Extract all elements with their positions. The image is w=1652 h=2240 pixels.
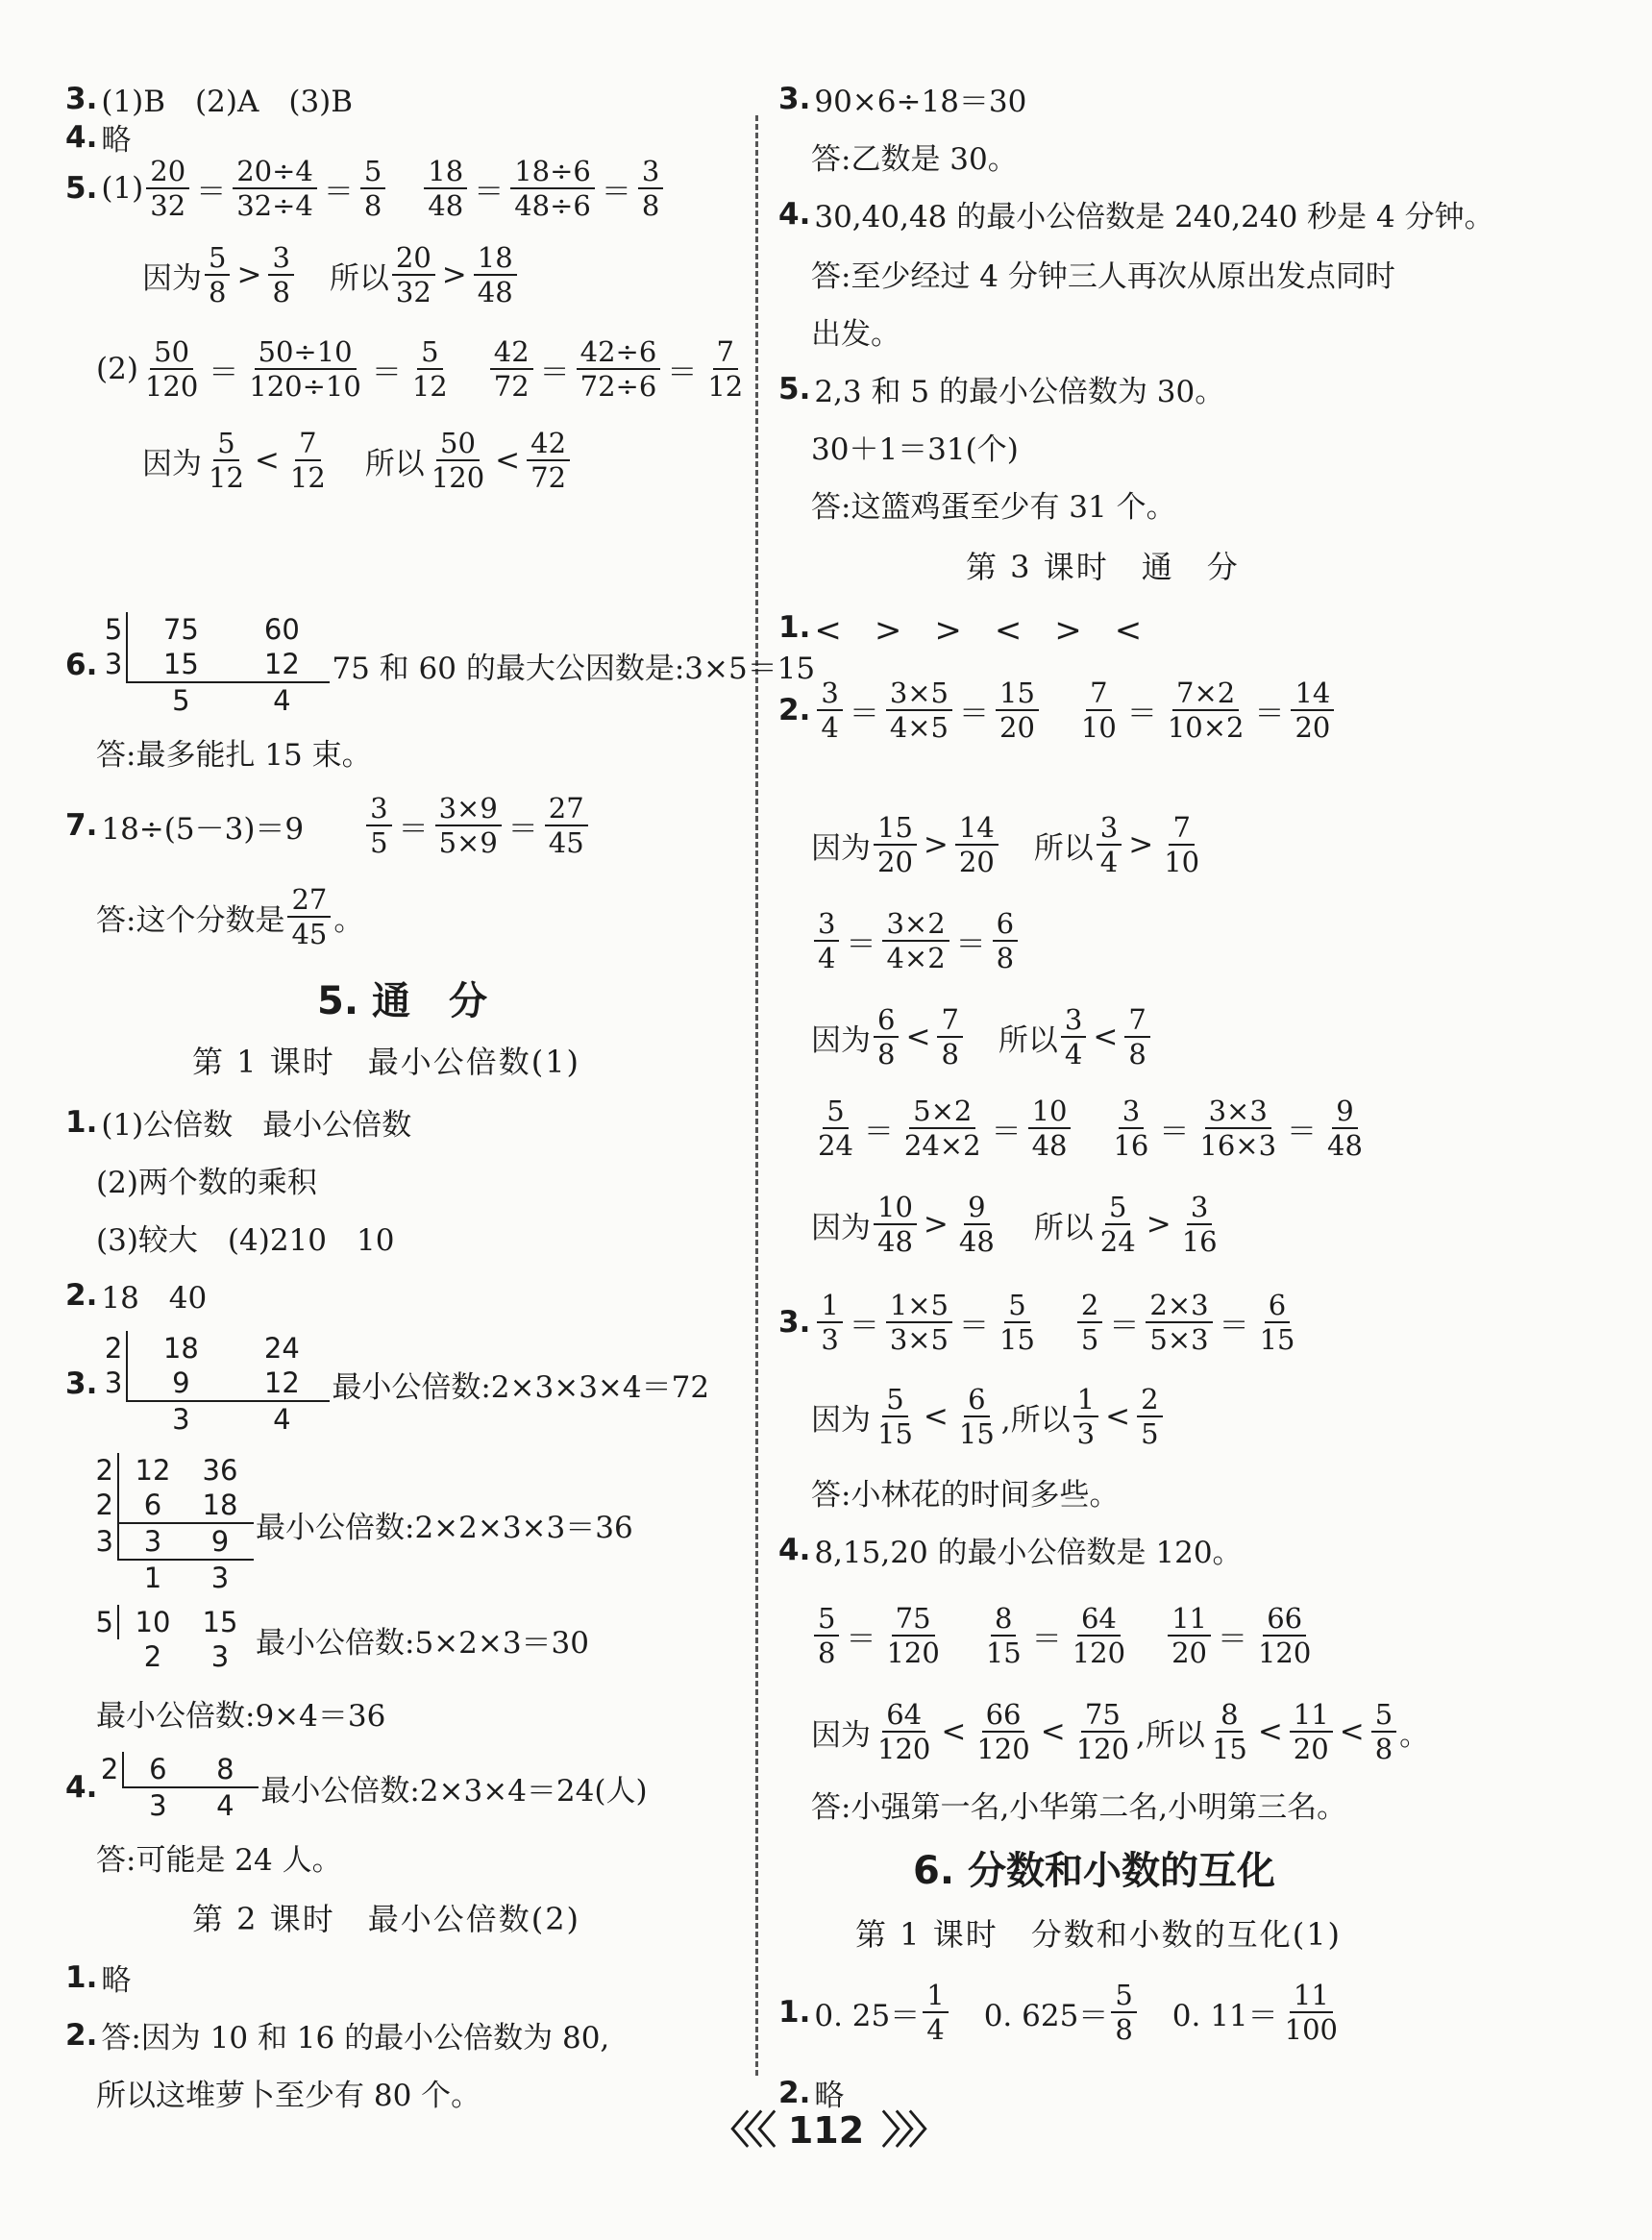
lesson1-q3-c: 5 10 15 2 3 最小公倍数:5×2×3＝30 bbox=[92, 1605, 589, 1674]
lesson3-q2: 2. 3 4 ＝ 3×5 4×5 ＝ 15 20 7 10 ＝ 7×2 10×2 ＝ 14 20 bbox=[778, 677, 1337, 744]
lesson2-q2-b: 所以这堆萝卜至少有 80 个。 bbox=[96, 2079, 481, 2113]
page-number: 112 bbox=[787, 2109, 865, 2152]
lesson2-q3-result: 答:乙数是 30。 bbox=[811, 142, 1018, 177]
fraction: 20 32 bbox=[146, 156, 189, 222]
lesson1-q1-3: (3)较大 (4)210 10 bbox=[96, 1223, 395, 1258]
lesson-title-6-1: 第 1 课时 分数和小数的互化(1) bbox=[855, 1916, 1343, 1953]
lesson3-q4-compare: 因为 64 120 < 66 120 < 75 120 ,所以 8 15 < 11 20 < 5 8 。 bbox=[811, 1698, 1430, 1766]
lesson-title-5-1: 第 1 课时 最小公倍数(1) bbox=[192, 1044, 581, 1080]
lesson1-q1-2: (2)两个数的乘积 bbox=[96, 1166, 317, 1200]
answer-6: 6. 5 75 60 3 15 12 5 4 75 和 60 的最大公因数是:3×5＝15 bbox=[65, 613, 816, 717]
lesson6-q1: 1. 0. 25＝ 1 4 0. 625＝ 5 8 0. 11＝ 11 100 bbox=[778, 1979, 1339, 2047]
short-division: 5 10 15 2 3 bbox=[92, 1605, 254, 1674]
answer-5-compare1: 因为 5 8 > 3 8 所以 20 32 > 18 48 bbox=[142, 242, 520, 308]
short-division: 2 18 24 3 9 12 3 4 bbox=[97, 1331, 330, 1437]
lesson1-q1: 1. (1)公倍数 最小公倍数 bbox=[65, 1104, 412, 1143]
lesson2-q2: 2. 答:因为 10 和 16 的最小公倍数为 80, bbox=[65, 2017, 610, 2055]
lesson1-q3-b: 2 12 36 2 6 18 3 3 9 1 3 最小公倍数:2×2×3×3＝36 bbox=[92, 1453, 633, 1595]
lesson3-q2-compare2: 因为 6 8 < 7 8 所以 3 4 < 7 8 bbox=[811, 1004, 1153, 1071]
lesson-title-5-3: 第 3 课时 通 分 bbox=[966, 549, 1240, 585]
lesson2-q5-calc: 30＋1＝31(个) bbox=[811, 432, 1019, 467]
lesson2-q4: 4. 30,40,48 的最小公倍数是 240,240 秒是 4 分钟。 bbox=[778, 196, 1494, 234]
answer-7: 7. 18÷(5－3)＝9 3 5 ＝ 3×9 5×9 ＝ 27 45 bbox=[65, 793, 591, 859]
lesson3-q2-b: 3 4 ＝ 3×2 4×2 ＝ 6 8 bbox=[811, 908, 1021, 974]
lesson1-q4-result: 答:可能是 24 人。 bbox=[96, 1843, 342, 1878]
column-divider bbox=[755, 115, 758, 2076]
section-title-5: 5. 通 分 bbox=[317, 979, 487, 1023]
lesson3-q2-compare3: 因为 10 48 > 9 48 所以 5 24 > 3 16 bbox=[811, 1191, 1218, 1259]
lesson2-q3: 3. 90×6÷18＝30 bbox=[778, 81, 1027, 119]
lesson1-q3-d: 最小公倍数:9×4＝36 bbox=[96, 1699, 386, 1734]
lesson1-q3-a: 3. 2 18 24 3 9 12 3 4 最小公倍数:2×3×3×4＝72 bbox=[65, 1332, 710, 1436]
fraction: 18÷6 48÷6 bbox=[510, 156, 595, 222]
chevron-right-icon: 〉〉〉 bbox=[881, 2108, 942, 2153]
lesson3-q4-result: 答:小强第一名,小华第二名,小明第三名。 bbox=[811, 1790, 1347, 1825]
lesson2-q1: 1. 略 bbox=[65, 1959, 132, 1998]
chevron-left-icon: 〈〈〈 bbox=[710, 2108, 771, 2153]
lesson2-q5-result: 答:这篮鸡蛋至少有 31 个。 bbox=[811, 490, 1176, 525]
lesson3-q2-compare1: 因为 15 20 > 14 20 所以 3 4 > 7 10 bbox=[811, 811, 1200, 879]
lesson3-q1: 1. < > > < > < bbox=[778, 609, 1143, 650]
short-division: 2 12 36 2 6 18 3 3 9 1 3 bbox=[92, 1453, 254, 1595]
fraction: 5 8 bbox=[360, 156, 385, 222]
lesson2-q4-result-b: 出发。 bbox=[811, 317, 900, 352]
answer-3: 3. (1)B (2)A (3)B bbox=[65, 81, 354, 119]
fraction: 20÷4 32÷4 bbox=[233, 156, 317, 222]
fraction: 18 48 bbox=[424, 156, 467, 222]
answer-7-result: 答:这个分数是 27 45 。 bbox=[96, 883, 364, 951]
short-division: 2 6 8 3 4 bbox=[97, 1752, 259, 1823]
answer-4: 4. 略 bbox=[65, 119, 132, 158]
lesson3-q2-c: 5 24 ＝ 5×2 24×2 ＝ 10 48 3 16 ＝ 3×3 16×3 ＝ 9 48 bbox=[818, 1095, 1363, 1163]
fraction: 3 8 bbox=[638, 156, 663, 222]
lesson1-q4: 4. 2 6 8 3 4 最小公倍数:2×3×4＝24(人) bbox=[65, 1753, 648, 1822]
lesson3-q4: 4. 8,15,20 的最小公倍数是 120。 bbox=[778, 1532, 1243, 1570]
answer-5-part2: (2) 50 120 ＝ 50÷10 120÷10 ＝ 5 12 42 72 ＝ 42÷6 72÷6 ＝ 7 12 bbox=[96, 335, 744, 404]
section-title-6: 6. 分数和小数的互化 bbox=[913, 1849, 1275, 1893]
page-number-footer bbox=[0, 2100, 1652, 2154]
lesson3-q3-result: 答:小林花的时间多些。 bbox=[811, 1478, 1120, 1513]
lesson2-q5: 5. 2,3 和 5 的最小公倍数为 30。 bbox=[778, 371, 1225, 409]
lesson3-q4-fractions: 5 8 ＝ 75 120 8 15 ＝ 64 120 11 20 ＝ 66 120 bbox=[811, 1603, 1318, 1669]
answer-5-part1: 5. (1) 20 32 ＝ 20÷4 32÷4 ＝ 5 8 18 48 ＝ 18÷6 48÷6 ＝ 3 8 bbox=[65, 156, 666, 222]
answer-5-compare2: 因为 5 12 < 7 12 所以 50 120 < 42 72 bbox=[142, 428, 573, 494]
answer-6-result: 答:最多能扎 15 束。 bbox=[96, 738, 372, 773]
lesson2-q4-result: 答:至少经过 4 分钟三人再次从原出发点同时 bbox=[811, 259, 1395, 294]
lesson-title-5-2: 第 2 课时 最小公倍数(2) bbox=[192, 1901, 581, 1937]
lesson6-q2: 2. 略 bbox=[778, 2075, 845, 2113]
lesson1-q2: 2. 18 40 bbox=[65, 1277, 208, 1316]
lesson3-q3: 3. 1 3 ＝ 1×5 3×5 ＝ 5 15 2 5 ＝ 2×3 5×3 ＝ 6 15 bbox=[778, 1289, 1295, 1357]
lesson3-q3-compare: 因为 5 15 < 6 15 ,所以 1 3 < 2 5 bbox=[811, 1384, 1166, 1450]
short-division: 5 75 60 3 15 12 5 4 bbox=[97, 612, 330, 718]
